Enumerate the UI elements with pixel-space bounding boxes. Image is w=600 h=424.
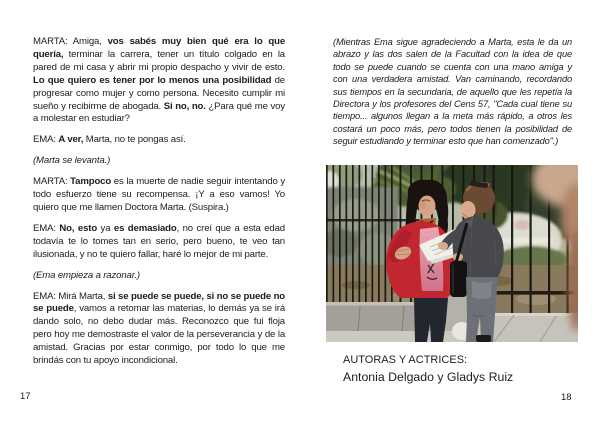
photo-caption bbox=[343, 352, 513, 386]
paragraph: (Ema empieza a razonar.) bbox=[33, 269, 140, 281]
page-number-left: 17 bbox=[20, 391, 31, 402]
paragraph: EMA: Mirá Marta, si se puede se puede, si no se puede no se puede, vamos a retomar las materias, lo demás ya se irá dando solo, no debo dudar más. Reconozco que fui floja pero hoy me demostraste el valor de la perseverancia y de la amistad. Gracias por estar conmigo, por todo lo que me brindás con tu apoyo incondicional. bbox=[33, 290, 286, 367]
paragraph: EMA: A ver, Marta, no te pongas así. bbox=[33, 134, 186, 146]
paragraph: (Mientras Ema sigue agradeciendo a Marta, esta le da un abrazo y las dos salen de la Facultad con la idea de que todo se puede cuando se cuenta con una mano amiga y con una verdadera amistad. Van caminando, recordando sus tiempos en la secundaria, de aquello que les repetía la Directora y los profesores del Cens 57, "Cada cual tiene su tiempo... algunos llegan a la meta más rápido, a otros les costará un poco más, pero todos tienen la posibilidad de seguir estudiando y terminar esto que han comenzado".) bbox=[333, 37, 572, 147]
photo-two-women-reading-papers bbox=[326, 165, 578, 342]
photo-illustration bbox=[326, 165, 578, 342]
paragraph: EMA: No, esto ya es demasiado, no creí que a esta edad todavía te lo tomes tan en serio, pero bueno, te veo tan ilusionada, y no te quiero fallar, haré lo mejor de mi parte. bbox=[33, 222, 285, 260]
caption-authors-title: AUTORAS Y ACTRICES: bbox=[343, 354, 468, 366]
paragraph: MARTA: Amiga, vos sabés muy bien qué era lo que quería, terminar la carrera, tener un título colgado en la pared de mi casa y abrir mi propio despacho y vivir de esto. Lo que quiero es tener por lo menos una posibilidad de progresar como mujer y como persona. Necesito cumplir mi sueño y recibirme de abogada. Si no, no. ¿Para qué me voy a molestar en estudiar? bbox=[33, 36, 286, 125]
paragraph: MARTA: Tampoco es la muerte de nadie seguir intentando y todo esfuerzo tiene su recompensa. ¡Y a eso vamos! Yo quiero que me llamen Doctora Marta. (Suspira.) bbox=[33, 176, 285, 213]
right-page-stage-direction bbox=[333, 36, 572, 148]
left-page-script-text bbox=[33, 36, 285, 368]
paragraph: (Marta se levanta.) bbox=[33, 155, 111, 167]
caption-authors-names: Antonia Delgado y Gladys Ruiz bbox=[343, 370, 514, 384]
page-number-right: 18 bbox=[561, 392, 572, 403]
